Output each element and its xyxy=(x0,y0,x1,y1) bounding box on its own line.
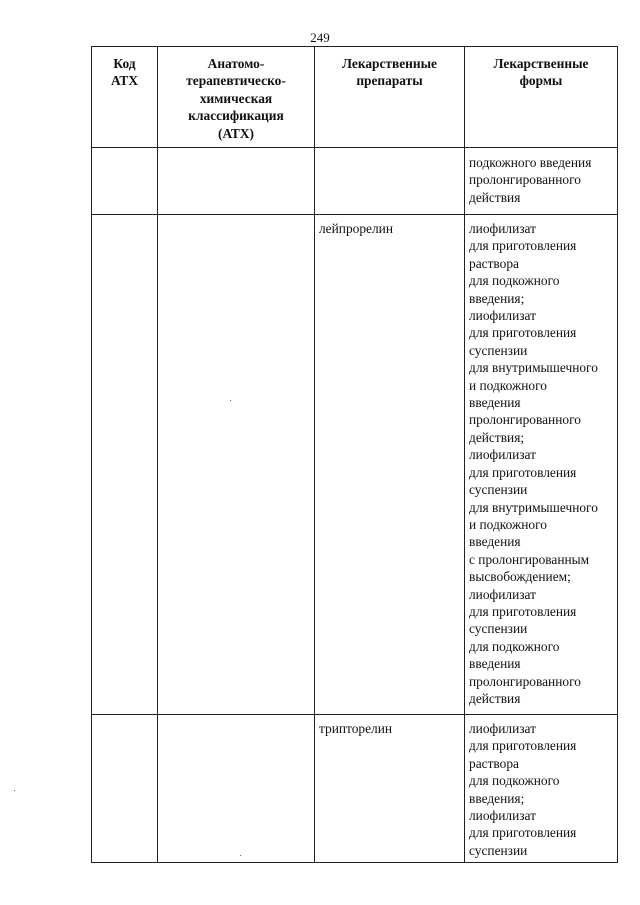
cell-drug xyxy=(315,148,465,215)
form-line: введения xyxy=(469,534,521,550)
cell-drug: лейпрорелин xyxy=(315,215,465,715)
form-line: пролонгированного xyxy=(469,412,581,428)
form-line: введения xyxy=(469,395,521,411)
header-classification xyxy=(158,47,315,148)
form-line: суспензии xyxy=(469,621,528,637)
table-row xyxy=(92,215,618,715)
form-line: лиофилизат xyxy=(469,447,536,463)
form-line: лиофилизат xyxy=(469,808,536,824)
form-line: для подкожного xyxy=(469,273,560,289)
cell-code xyxy=(92,215,158,715)
header-line: химическая xyxy=(199,90,273,106)
header-forms xyxy=(465,47,618,148)
header-line: Лекарственные xyxy=(341,56,437,71)
atx-table xyxy=(91,46,618,863)
form-line: действия xyxy=(469,189,521,205)
cell-code xyxy=(92,148,158,215)
form-line: с пролонгированным xyxy=(469,551,590,567)
header-line: Анатомо- xyxy=(207,56,265,71)
form-line: раствора xyxy=(469,255,519,271)
header-line: формы xyxy=(519,73,563,89)
scan-artifact xyxy=(240,855,241,856)
form-line: для приготовления xyxy=(469,738,577,754)
form-line: для подкожного xyxy=(469,638,560,654)
form-line: для внутримышечного xyxy=(469,360,598,376)
cell-forms xyxy=(465,148,618,215)
form-line: суспензии xyxy=(469,842,528,858)
header-drugs xyxy=(315,47,465,148)
cell-forms xyxy=(465,215,618,715)
form-line: для внутримышечного xyxy=(469,499,598,515)
scan-artifact xyxy=(14,790,15,791)
cell-classification xyxy=(158,148,315,215)
form-line: лиофилизат xyxy=(469,308,536,324)
scan-artifact xyxy=(230,400,231,401)
header-line: Лекарственные xyxy=(493,56,589,71)
form-line: лиофилизат xyxy=(469,586,536,602)
table-row xyxy=(92,148,618,215)
form-line: и подкожного xyxy=(469,516,547,532)
form-line: действия xyxy=(469,690,521,706)
cell-drug: трипторелин xyxy=(315,715,465,863)
header-line: препараты xyxy=(356,73,423,89)
cell-forms xyxy=(465,715,618,863)
form-line: введения; xyxy=(469,290,525,306)
form-line: для подкожного xyxy=(469,773,560,789)
page-number: 249 xyxy=(310,30,330,45)
form-line: для приготовления xyxy=(469,825,577,841)
cell-classification xyxy=(158,715,315,863)
form-line: пролонгированного xyxy=(469,673,581,689)
form-line: действия; xyxy=(469,429,525,445)
header-line: терапевтическо- xyxy=(186,73,286,89)
cell-classification xyxy=(158,215,315,715)
header-line: (АТХ) xyxy=(217,125,254,141)
form-line: раствора xyxy=(469,755,519,771)
header-code xyxy=(92,47,158,148)
form-line: лиофилизат xyxy=(469,721,536,736)
cell-code xyxy=(92,715,158,863)
header-line: классификация xyxy=(188,108,284,124)
form-line: подкожного введения xyxy=(469,155,592,170)
table-header-row xyxy=(92,47,618,148)
form-line: пролонгированного xyxy=(469,172,581,188)
form-line: для приготовления xyxy=(469,464,577,480)
form-line: суспензии xyxy=(469,482,528,498)
form-line: для приготовления xyxy=(469,603,577,619)
header-line: АТХ xyxy=(110,73,139,89)
form-line: лиофилизат xyxy=(469,221,536,236)
form-line: введения; xyxy=(469,790,525,806)
form-line: для приготовления xyxy=(469,325,577,341)
form-line: и подкожного xyxy=(469,377,547,393)
form-line: высвобождением; xyxy=(469,569,571,585)
header-line: Код xyxy=(113,56,136,71)
table-row xyxy=(92,715,618,863)
form-line: для приготовления xyxy=(469,238,577,254)
form-line: введения xyxy=(469,656,521,672)
form-line: суспензии xyxy=(469,342,528,358)
